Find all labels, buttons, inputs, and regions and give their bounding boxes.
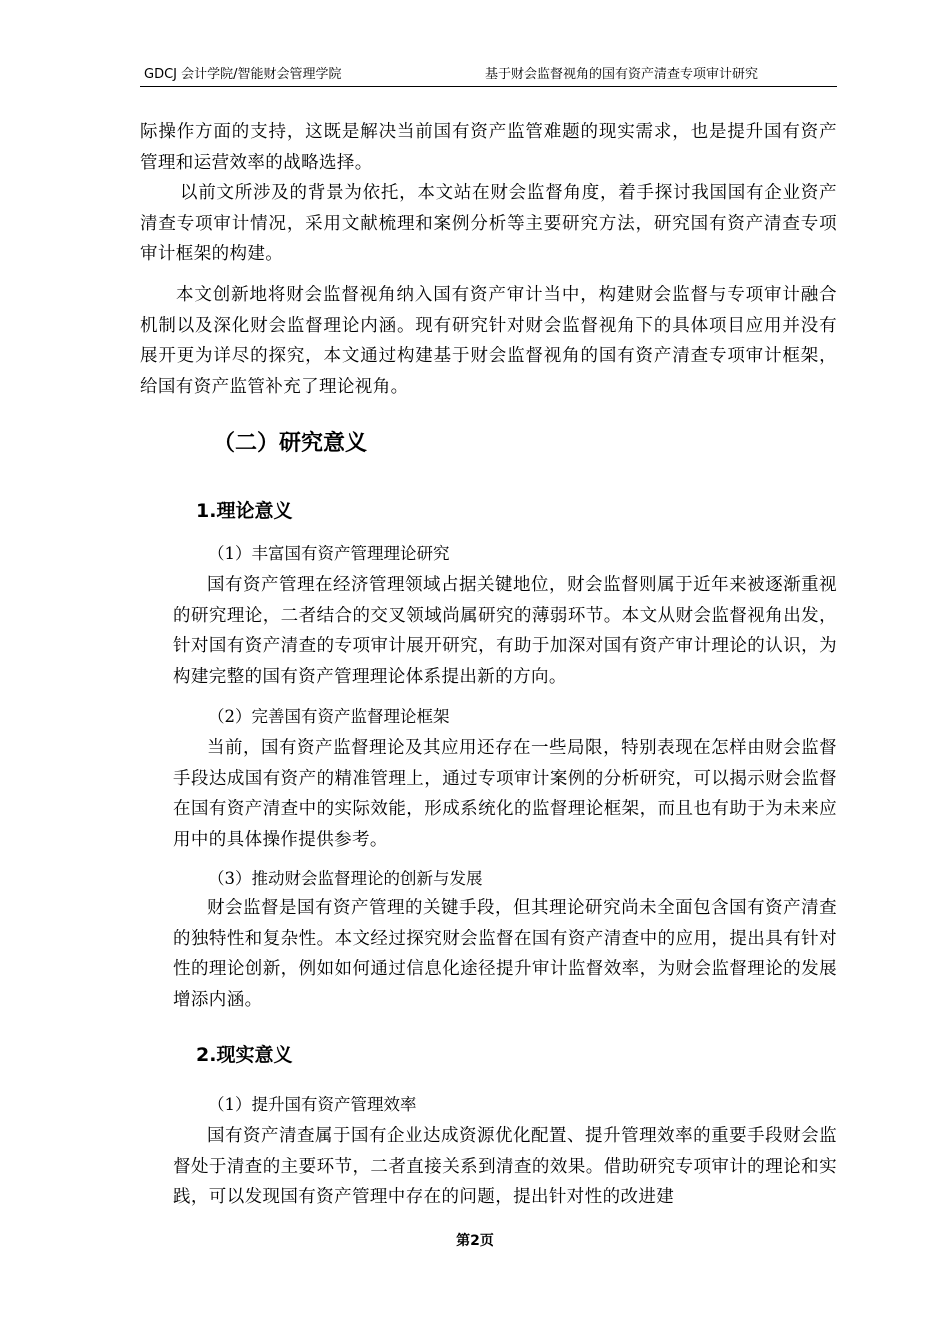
- intro-paragraph-2: 以前文所涉及的背景为依托，本文站在财会监督角度，着手探讨我国国有企业资产清查专项审计情况，采用文献梳理和案例分析等主要研究方法，研究国有资产清查专项审计框架的构建。: [140, 183, 837, 264]
- theory-item-1-text: 国有资产管理在经济管理领域占据关键地位，财会监督则属于近年来被逐渐重视的研究理论，二者结合的交叉领域尚属研究的薄弱环节。本文从财会监督视角出发，针对国有资产清查的专项审计展开研究，有助于加深对国有资产审计理论的认识，为构建完整的国有资产管理理论体系提出新的方向。: [173, 575, 837, 687]
- intro-paragraph-1: 际操作方面的支持，这既是解决当前国有资产监管难题的现实需求，也是提升国有资产管理和运营效率的战略选择。: [140, 122, 837, 173]
- theory-item-2-title: （2）完善国有资产监督理论框架: [208, 707, 450, 726]
- practice-item-1-text: 国有资产清查属于国有企业达成资源优化配置、提升管理效率的重要手段财会监督处于清查的主要环节，二者直接关系到清查的效果。借助研究专项审计的理论和实践，可以发现国有资产管理中存在的问题，提出针对性的改进建: [173, 1126, 837, 1207]
- intro-paragraph-3: 本文创新地将财会监督视角纳入国有资产审计当中，构建财会监督与专项审计融合机制以及深化财会监督理论内涵。现有研究针对财会监督视角下的具体项目应用并没有展开更为详尽的探究，本文通过构建基于财会监督视角的国有资产清查专项审计框架，给国有资产监管补充了理论视角。: [140, 285, 837, 397]
- page-header: [140, 66, 837, 87]
- theory-item-3-title: （3）推动财会监督理论的创新与发展: [208, 869, 483, 888]
- page-number: 第2页: [456, 1233, 494, 1249]
- subsection-heading-practice: 2.现实意义: [196, 1044, 293, 1066]
- header-paper-title: 基于财会监督视角的国有资产清查专项审计研究: [485, 67, 759, 82]
- section-heading-research-significance: （二）研究意义: [213, 431, 368, 456]
- theory-item-1-title: （1）丰富国有资产管理理论研究: [208, 544, 450, 563]
- theory-item-2-text: 当前，国有资产监督理论及其应用还存在一些局限，特别表现在怎样由财会监督手段达成国有资产的精准管理上，通过专项审计案例的分析研究，可以揭示财会监督在国有资产清查中的实际效能，形成系统化的监督理论框架，而且也有助于为未来应用中的具体操作提供参考。: [173, 738, 837, 850]
- theory-item-3-text: 财会监督是国有资产管理的关键手段，但其理论研究尚未全面包含国有资产清查的独特性和复杂性。本文经过探究财会监督在国有资产清查中的应用，提出具有针对性的理论创新，例如如何通过信息化途径提升审计监督效率，为财会监督理论的发展增添内涵。: [173, 898, 837, 1010]
- subsection-heading-theory: 1.理论意义: [196, 500, 293, 522]
- header-school: GDCJ 会计学院/智能财会管理学院: [144, 67, 342, 82]
- practice-item-1-title: （1）提升国有资产管理效率: [208, 1095, 417, 1114]
